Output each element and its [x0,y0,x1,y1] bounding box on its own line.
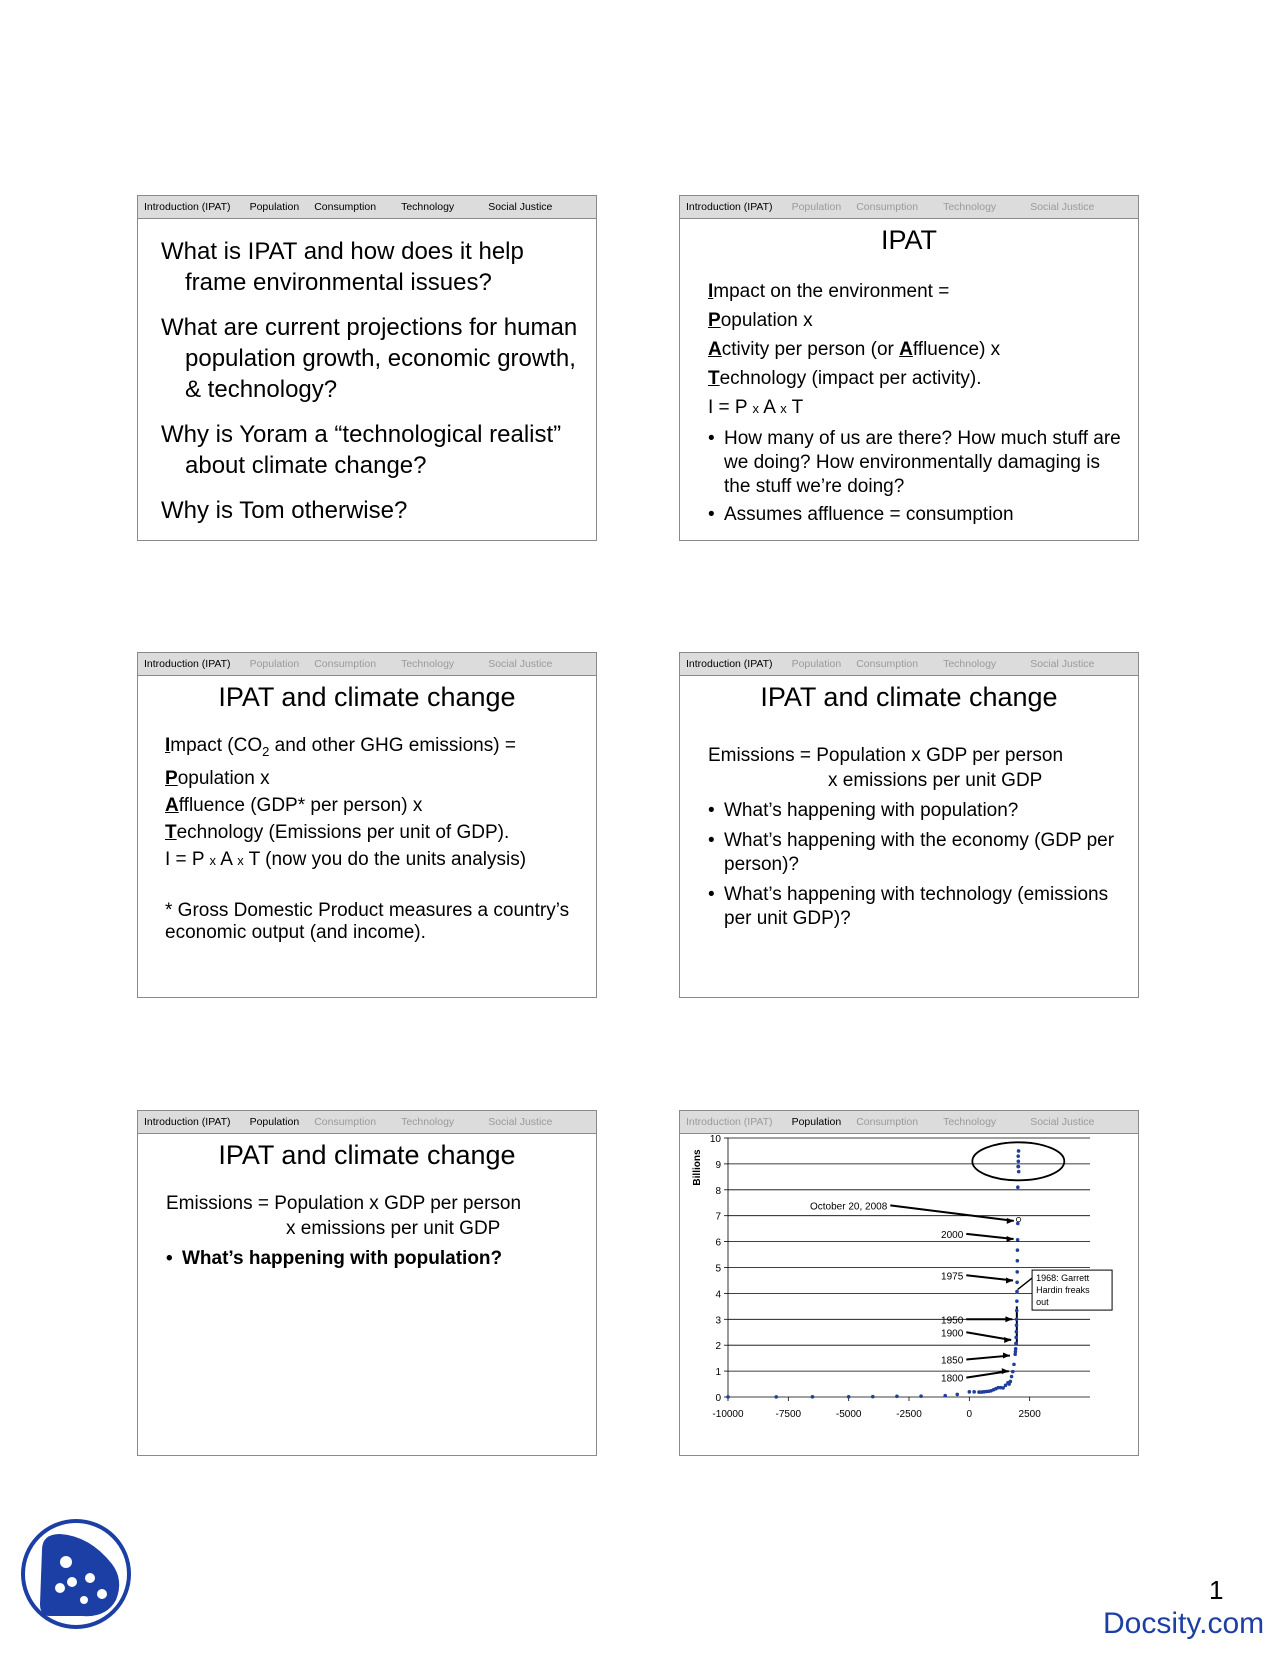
question-3: Why is Yoram a “technological realist” about climate change? [161,421,562,479]
nav-social-justice: Social Justice [488,1116,553,1128]
data-point [1016,1248,1020,1252]
nav-consumption: Consumption [856,201,919,213]
question-list [161,236,582,540]
bullet-3: • What’s happening with technology (emissions per unit GDP)? [708,884,1109,929]
equation-line-2: x emissions per unit GDP [286,1218,501,1239]
annotation-label: October 20, 2008 [809,1201,888,1213]
data-point [1015,1318,1019,1322]
nav-social-justice: Social Justice [1030,201,1095,213]
hardin-note-arrow [1018,1278,1032,1289]
data-point [1010,1375,1014,1379]
y-tick-label: 7 [715,1211,721,1223]
data-point [1017,1165,1021,1169]
data-point [726,1395,730,1399]
data-point [919,1394,923,1398]
y-tick-label: 5 [715,1263,721,1275]
slide-nav [680,1111,1138,1134]
ipat-definition [708,277,1124,527]
x-tick-label: -5000 [835,1409,862,1420]
line-impact: Impact ($CO_2$ and other GHG emissions) = [165,735,516,759]
line-impact: Impact on the environment = [708,281,950,302]
annotation-label: 1975 [941,1271,964,1283]
data-point [968,1390,972,1394]
data-point [1015,1290,1019,1294]
nav-intro: Introduction (IPAT) [686,1116,773,1128]
data-point [895,1395,899,1399]
line-activity: Activity per person (or Affluence) x [708,339,1001,360]
annotation-arrowhead [1002,1368,1009,1374]
data-point [1009,1380,1013,1384]
data-point [811,1395,815,1399]
data-point [1015,1309,1019,1313]
y-tick-label: 2 [715,1341,721,1353]
ipat-formula: I = P x A x T (now you do the units analysis) [165,848,527,870]
data-point [1016,1238,1020,1242]
hardin-note-text: Hardin freaks [1036,1285,1090,1296]
line-population: Population x [708,310,813,331]
nav-technology: Technology [943,201,997,213]
data-point [1015,1330,1019,1334]
data-point [1015,1280,1019,1284]
nav-technology: Technology [401,201,455,213]
slide-title: IPAT and climate change [218,1140,516,1170]
nav-population: Population [791,201,842,213]
annotation-arrowhead [1003,1353,1010,1359]
page-number: 1 [1209,1575,1224,1605]
x-tick-label: -10000 [712,1409,744,1420]
data-point [1015,1299,1019,1303]
bullet-2: • Assumes affluence = consumption [708,504,1014,525]
nav-intro: Introduction (IPAT) [144,658,231,670]
slide-nav [138,1111,596,1134]
hardin-note-text: out [1036,1297,1049,1308]
y-tick-label: 10 [709,1135,721,1145]
data-point [1011,1370,1015,1374]
annotation-arrowhead [1006,1277,1013,1283]
nav-technology: Technology [401,658,455,670]
annotation-label: 1800 [941,1373,964,1385]
data-point [1017,1149,1021,1153]
bullet-1: • What’s happening with population? [708,800,1019,821]
slide-nav [680,653,1138,676]
data-point [1017,1160,1021,1164]
nav-population: Population [249,658,300,670]
annotation-label: 1950 [941,1315,964,1327]
y-tick-label: 4 [715,1289,721,1301]
x-tick-label: 0 [966,1409,973,1420]
question-4: Why is Tom otherwise? [161,497,408,524]
slide-nav [138,196,596,219]
nav-population: Population [249,201,300,213]
x-tick-label: 2500 [1018,1409,1041,1420]
annotation-arrow [890,1205,1014,1221]
slide-title: IPAT and climate change [218,682,516,712]
nav-social-justice: Social Justice [488,201,553,213]
slide-6 [679,1110,1139,1456]
y-tick-label: 9 [715,1159,721,1171]
nav-social-justice: Social Justice [1030,658,1095,670]
slide-5 [137,1110,597,1456]
slide-title: IPAT and climate change [760,682,1058,712]
data-point [774,1395,778,1399]
y-tick-label: 1 [715,1367,721,1379]
data-point [1016,1222,1020,1226]
annotation-label: 1850 [941,1355,964,1367]
ipat-climate-definition [165,732,582,944]
annotation-arrow [966,1275,1013,1280]
bullet-1: • How many of us are there? How much stuff are we doing? How environmentally damaging is the stuff we’re doing? [708,428,1121,497]
nav-social-justice: Social Justice [1030,1116,1095,1128]
nav-technology: Technology [943,658,997,670]
equation-line-2: x emissions per unit GDP [828,770,1043,791]
nav-consumption: Consumption [314,1116,377,1128]
data-point [1015,1270,1019,1274]
emissions-equation [708,743,1128,931]
docsity-link[interactable]: Docsity.com [1103,1607,1265,1640]
slide-title: IPAT [880,225,937,255]
ipat-formula: I = P x A x T [708,397,804,418]
data-point [1014,1342,1018,1346]
slide-nav [680,196,1138,219]
annotation-label: 1900 [941,1328,964,1340]
bullet-1: • What’s happening with population? [166,1248,503,1269]
equation-line-1: Emissions = Population x GDP per person [708,745,1064,766]
nav-population: Population [249,1116,300,1128]
nav-technology: Technology [401,1116,455,1128]
data-point [1014,1347,1018,1351]
data-point [943,1394,947,1398]
annotation-arrowhead [1004,1337,1011,1343]
line-population: Population x [165,767,270,789]
nav-intro: Introduction (IPAT) [144,1116,231,1128]
data-point [1012,1363,1016,1367]
data-point [1016,1259,1020,1263]
data-point [1016,1154,1020,1158]
equation-line-1: Emissions = Population x GDP per person [166,1193,522,1214]
y-tick-label: 3 [715,1315,721,1327]
y-tick-label: 0 [715,1393,721,1404]
data-point [871,1395,875,1399]
nav-technology: Technology [943,1116,997,1128]
docsity-logo-icon [20,1518,132,1630]
y-tick-label: 8 [715,1185,721,1197]
nav-consumption: Consumption [314,201,377,213]
line-affluence: Affluence (GDP* per person) x [165,794,423,816]
line-technology: Technology (impact per activity). [708,368,982,389]
emissions-equation [166,1191,586,1271]
data-point [1017,1170,1021,1174]
slide-1 [137,195,597,541]
nav-population: Population [791,658,842,670]
annotation-arrowhead [1007,1236,1014,1242]
data-point [1016,1185,1020,1189]
docsity-logo [20,1518,132,1635]
nav-intro: Introduction (IPAT) [686,658,773,670]
slide-2 [679,195,1139,541]
nav-intro: Introduction (IPAT) [144,201,231,213]
data-point [955,1393,959,1397]
question-1: What is IPAT and how does it help frame environmental issues? [161,238,524,296]
data-point [972,1390,976,1394]
annotation-arrow [966,1234,1013,1239]
y-tick-label: 6 [715,1237,721,1249]
x-tick-label: -7500 [775,1409,802,1420]
annotation-arrowhead [1005,1316,1012,1322]
data-point-2008 [1016,1217,1020,1221]
hardin-note-text: 1968: Garrett [1036,1273,1090,1284]
nav-consumption: Consumption [856,1116,919,1128]
nav-intro: Introduction (IPAT) [686,201,773,213]
line-technology: Technology (Emissions per unit of GDP). [165,821,510,843]
population-chart [680,1135,1138,1455]
bullet-2: • What’s happening with the economy (GDP per person)? [708,830,1115,875]
gdp-footnote: * Gross Domestic Product measures a country’s economic output (and income). [165,899,570,943]
nav-population: Population [791,1116,842,1128]
annotation-label: 2000 [941,1229,964,1241]
slide-nav [138,653,596,676]
nav-consumption: Consumption [856,658,919,670]
annotation-arrowhead [1007,1218,1014,1224]
nav-social-justice: Social Justice [488,658,553,670]
y-axis-label: Billions [692,1149,703,1186]
nav-consumption: Consumption [314,658,377,670]
data-point [1014,1336,1018,1340]
slide-4 [679,652,1139,998]
question-2: What are current projections for human population growth, economic growth, & technology? [161,314,578,403]
slide-3 [137,652,597,998]
data-point [847,1395,851,1399]
x-tick-label: -2500 [896,1409,922,1420]
data-point [1015,1323,1019,1327]
